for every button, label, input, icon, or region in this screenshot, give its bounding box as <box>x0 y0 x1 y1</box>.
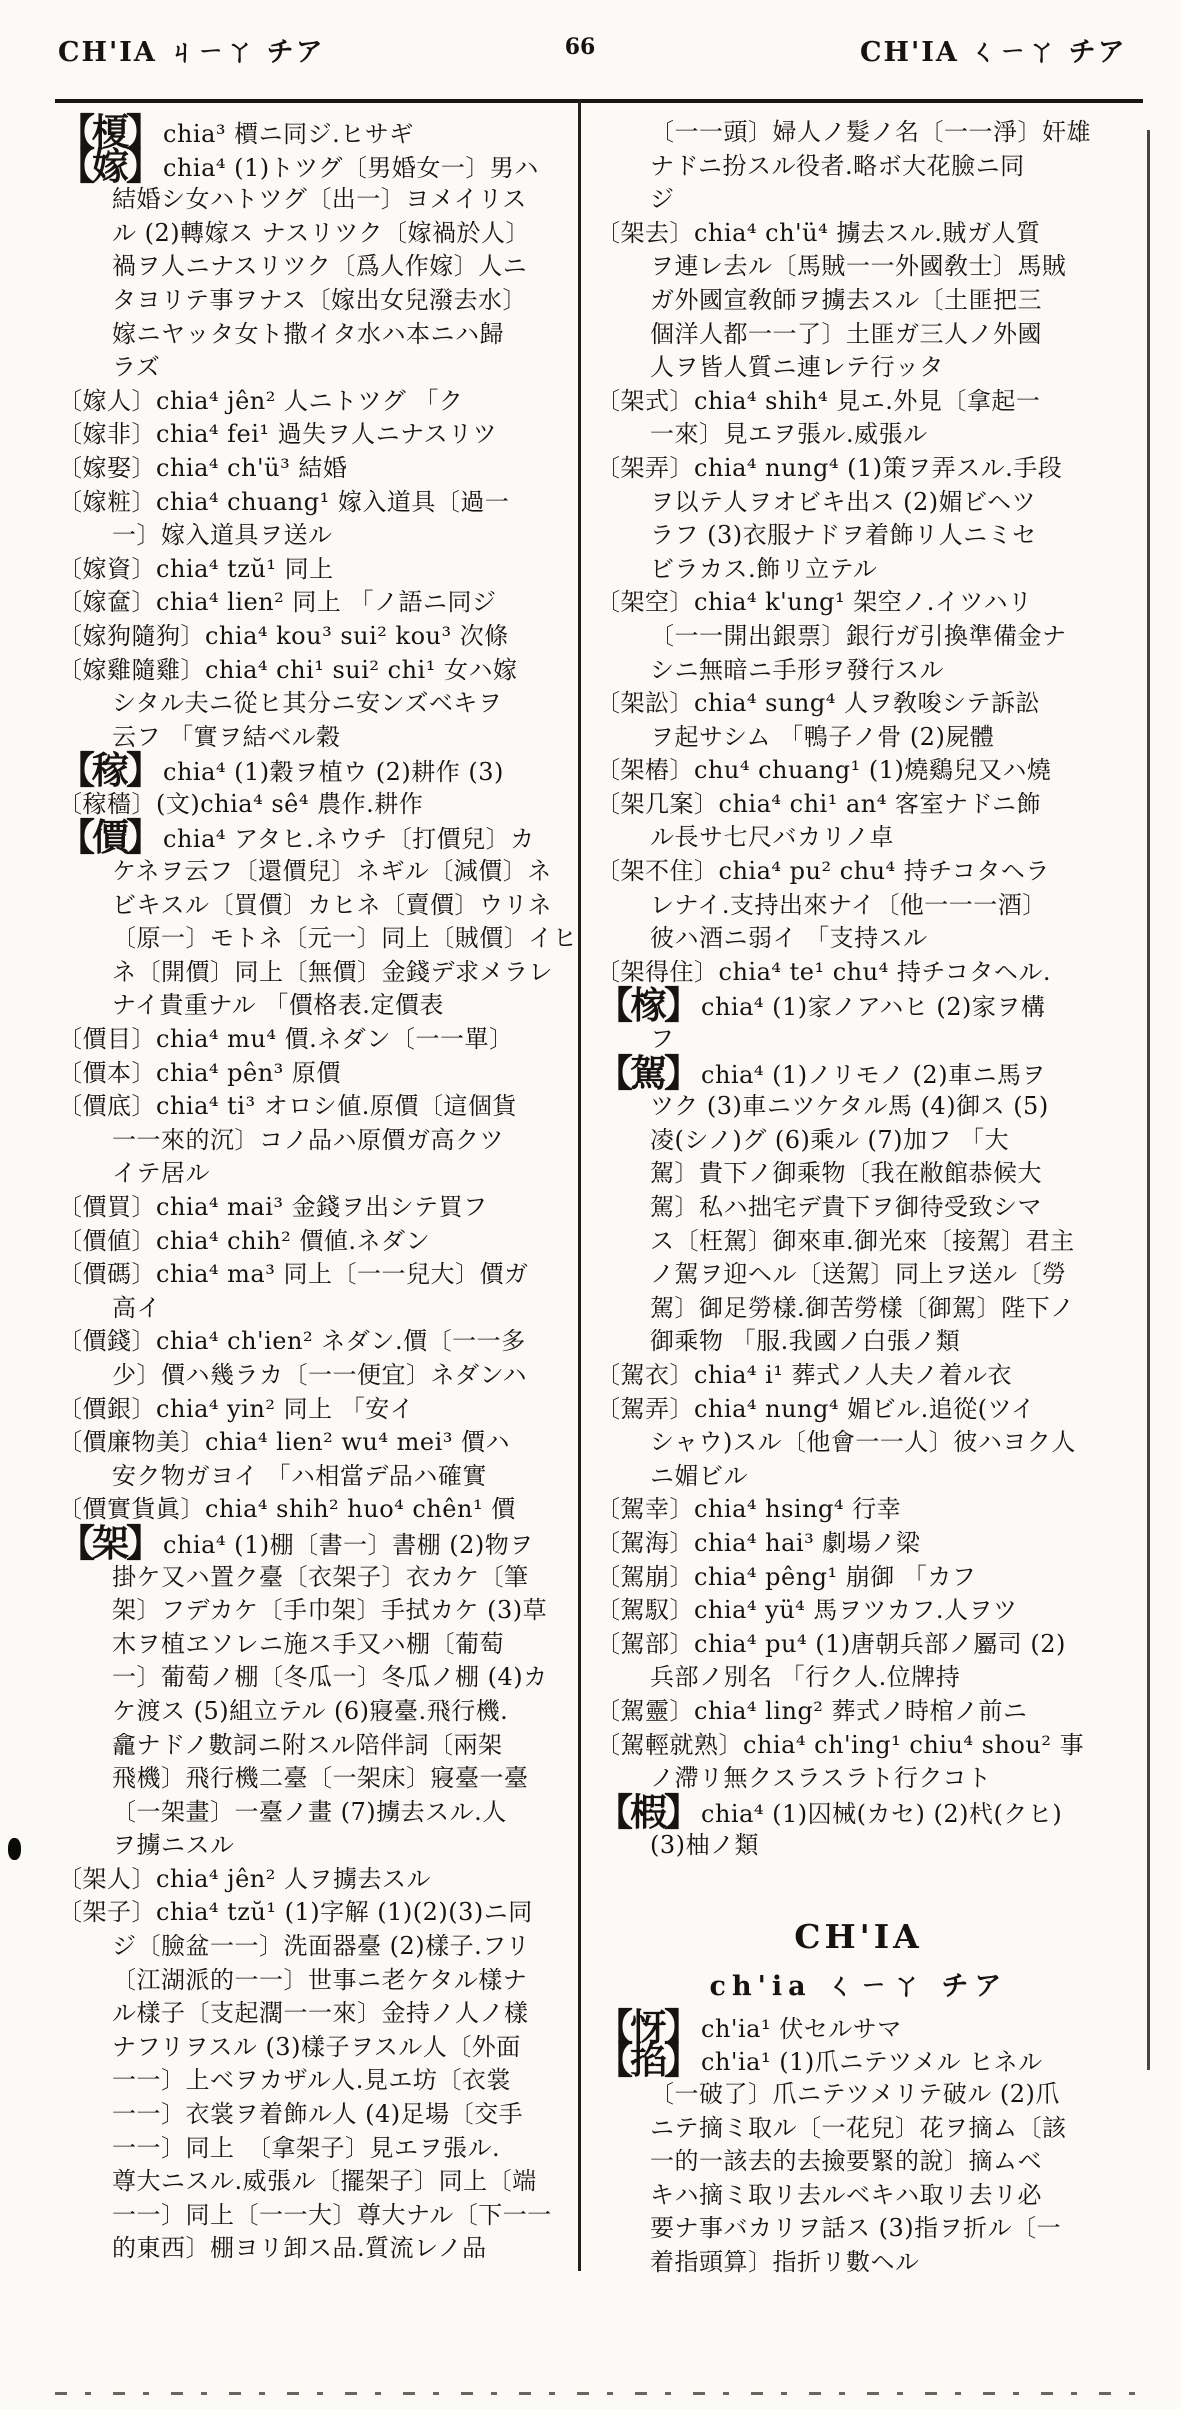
dict-text-line: ケネヲ云フ〔還價兒〕ネギル〔減價〕ネ <box>112 857 552 886</box>
dict-text-line: 〔架得住〕chia⁴ te¹ chu⁴ 持チコタヘル. <box>596 957 1052 986</box>
dict-text-line: 禍ヲ人ニナスリツク〔爲人作嫁〕人ニ <box>112 252 528 281</box>
dict-text-line: 〔駕崩〕chia⁴ pêng¹ 崩御 「カフ <box>596 1562 977 1591</box>
dict-text-line: ケ渡ス (5)組立テル (6)寢臺.飛行機. <box>112 1696 509 1725</box>
dict-text-line: 〔駕馭〕chia⁴ yü⁴ 馬ヲツカフ.人ヲツ <box>596 1596 1018 1625</box>
dict-text-line: 〔價値〕chia⁴ chih² 價値.ネダン <box>58 1226 431 1255</box>
dict-text-line: 〔架人〕chia⁴ jên² 人ヲ擄去スル <box>58 1864 431 1893</box>
dict-text-line: 一來〕見エヲ張ル.威張ル <box>650 420 928 449</box>
dict-text-line: 架〕フデカケ〔手巾架〕手拭カケ (3)草 <box>112 1596 548 1625</box>
dict-text-line: 〔駕部〕chia⁴ pu⁴ (1)唐朝兵部ノ屬司 (2) <box>596 1629 1066 1658</box>
dict-text-line: 個洋人都一一了〕土匪ガ三人ノ外國 <box>650 319 1042 348</box>
dict-text-line: ス〔枉駕〕御來車.御光來〔接駕〕君主 <box>650 1226 1075 1255</box>
dict-text-line: 〔嫁狗隨狗〕chia⁴ kou³ sui² kou³ 次條 <box>58 621 509 650</box>
dict-text-line: 一一〕同上〔一一大〕尊大ナル〔下一一 <box>112 2200 552 2229</box>
dict-text-line: 〔嫁人〕chia⁴ jên² 人ニトツグ 「ク <box>58 386 464 415</box>
entry-headword-line: 【榎】 chia³ 檟ニ同ジ.ヒサギ <box>58 110 414 154</box>
dict-text-line: 一一〕上ベヲカザル人.見エ坊〔衣裳 <box>112 2066 511 2095</box>
dict-text-line: 凌(シノ)グ (6)乘ル (7)加フ 「大 <box>650 1125 1010 1154</box>
dict-text-line: 〔架式〕chia⁴ shih⁴ 見エ.外見〔拿起一 <box>596 386 1041 415</box>
dict-text-line: 〔價底〕chia⁴ ti³ オロシ値.原價〔這個貨 <box>58 1092 517 1121</box>
dict-text-line: 的東西〕棚ヨリ卸ス品.質流レノ品 <box>112 2234 487 2263</box>
headword-char: 【嫁】 <box>58 143 160 188</box>
ink-blot-artifact <box>8 1838 21 1860</box>
dict-text-line: ナイ貴重ナル 「價格表.定價表 <box>112 991 444 1020</box>
dict-text-line: フ <box>650 1025 675 1054</box>
dict-text-line: ネ〔開價〕同上〔無價〕金錢デ求メラレ <box>112 957 553 986</box>
section-heading: ch'ia ㄑㄧㄚ チア <box>709 1970 1008 2002</box>
dict-text-line: 〔駕靈〕chia⁴ ling² 葬式ノ時棺ノ前ニ <box>596 1696 1028 1725</box>
dict-text-line: 〔嫁資〕chia⁴ tzŭ¹ 同上 <box>58 554 334 583</box>
dict-text-line: (3)柚ノ類 <box>650 1831 759 1860</box>
entry-headword-line: 【架】 chia⁴ (1)棚〔書一〕書棚 (2)物ヲ <box>58 1520 534 1565</box>
dict-text-line: 駕〕貴下ノ御乘物〔我在敝館恭候大 <box>650 1159 1042 1188</box>
dict-text-line: 云フ 「實ヲ結ベル穀 <box>112 722 341 751</box>
entry-headword-line: 【稼】 chia⁴ (1)穀ヲ植ウ (2)耕作 (3) <box>58 748 504 793</box>
headword-char: 【椵】 <box>596 1789 698 1834</box>
dict-text-line: 一〕嫁入道具ヲ送ル <box>112 521 333 550</box>
right-edge-rule <box>1147 130 1150 2070</box>
entry-headword-line: 【嫁】 chia⁴ (1)トツグ〔男婚女一〕男ハ <box>58 143 539 188</box>
dict-text-line: 兵部ノ別名 「行ク人.位牌持 <box>650 1663 961 1692</box>
headword-char: 【駕】 <box>596 1050 698 1095</box>
dict-text-line: 嫁ニヤッタ女ト撒イタ水ハ本ニハ歸 <box>112 319 504 348</box>
dict-text-line: ノ滯リ無クスラスラト行クコト <box>650 1764 992 1793</box>
dict-text-line: 彼ハ酒ニ弱イ 「支持スル <box>650 924 928 953</box>
dict-text-line: 〔架弄〕chia⁴ nung⁴ (1)策ヲ弄スル.手段 <box>596 453 1063 482</box>
dict-text-line: 一一來的沉〕コノ品ハ原價ガ高クツ <box>112 1125 504 1154</box>
dict-text-line: 〔嫁非〕chia⁴ fei¹ 過失ヲ人ニナスリツ <box>58 420 498 449</box>
dict-text-line: レナイ.支持出來ナイ〔他一一一酒〕 <box>650 890 1047 919</box>
dict-text-line: 〔價本〕chia⁴ pên³ 原價 <box>58 1058 341 1087</box>
dict-text-line: ビラカス.飾リ立テル <box>650 554 878 583</box>
dict-text-line: ニテ摘ミ取ル〔一花兒〕花ヲ摘ム〔該 <box>650 2113 1067 2142</box>
entry-headword-line: 【駕】 chia⁴ (1)ノリモノ (2)車ニ馬ヲ <box>596 1050 1047 1095</box>
dict-text-line: ヲ連レ去ル〔馬賊一一外國敎士〕馬賊 <box>650 252 1067 281</box>
dict-text-line: 〔駕衣〕chia⁴ i¹ 葬式ノ人夫ノ着ル衣 <box>596 1360 1013 1389</box>
dict-text-line: 〔架不住〕chia⁴ pu² chu⁴ 持チコタヘラ <box>596 857 1050 886</box>
dict-text-line: 〔駕幸〕chia⁴ hsing⁴ 行幸 <box>596 1495 902 1524</box>
dict-text-line: 〔駕弄〕chia⁴ nung⁴ 媚ビル.追從(ツイ <box>596 1394 1036 1423</box>
dict-text-line: 〔原一〕モトネ〔元一〕同上〔賊價〕イヒ <box>112 924 578 953</box>
dict-text-line: 少〕價ハ幾ラカ〔一一便宜〕ネダンハ <box>112 1360 528 1389</box>
dict-text-line: 安ク物ガヨイ 「ハ相當デ品ハ確實 <box>112 1461 487 1490</box>
dict-text-line: 駕〕私ハ拙宅デ貴下ヲ御待受致シマ <box>650 1193 1042 1221</box>
dict-text-line: ノ駕ヲ迎ヘル〔送駕〕同上ヲ送ル〔勞 <box>650 1260 1067 1289</box>
right-column <box>596 116 1121 2280</box>
dict-text-line: 〔價買〕chia⁴ mai³ 金錢ヲ出シテ買フ <box>58 1193 488 1221</box>
dict-text-line: 〔架子〕chia⁴ tzŭ¹ (1)字解 (1)(2)(3)ニ同 <box>58 1898 533 1927</box>
dict-text-line: ル長サ七尺バカリノ卓 <box>650 823 895 852</box>
dict-text-line: イテ居ル <box>112 1159 210 1188</box>
entry-headword-line: 【榢】 chia⁴ (1)家ノアハヒ (2)家ヲ構 <box>596 983 1046 1028</box>
dict-text-line: ジ〔臉盆一一〕洗面器臺 (2)樣子.フリ <box>112 1932 531 1961</box>
dict-text-line: 〔一架畫〕一臺ノ畫 (7)擄去スル.人 <box>112 1797 507 1826</box>
dict-text-line: ヲ起サシム 「鴨子ノ骨 (2)屍體 <box>650 722 995 751</box>
dict-text-line: 一的一該去的去撿要緊的說〕摘ムベ <box>650 2147 1042 2176</box>
dict-text-line: 一一〕同上 〔拿架子〕見エヲ張ル. <box>112 2133 501 2162</box>
dict-text-line: 〔價錢〕chia⁴ ch'ien² ネダン.價〔一一多 <box>58 1327 526 1356</box>
dict-text-line: 〔嫁奩〕chia⁴ lien² 同上 「ノ語ニ同ジ <box>58 588 497 617</box>
dict-text-line: シャウ)スル〔他會一一人〕彼ハヨク人 <box>650 1428 1076 1457</box>
dict-text-line: タヨリテ事ヲナス〔嫁出女兒潑去水〕 <box>112 285 528 314</box>
headword-char: 【架】 <box>58 1520 160 1565</box>
header-left-title: CH'IA ㄐㄧㄚ チア <box>58 37 325 68</box>
dict-text-line: ル (2)轉嫁ス ナスリツク〔嫁禍於人〕 <box>112 218 531 247</box>
dict-text-line: 掛ケ又ハ置ク臺〔衣架子〕衣カケ〔筆 <box>112 1562 529 1591</box>
dict-text-line: 尊大ニスル.威張ル〔擺架子〕同上〔端 <box>112 2167 537 2196</box>
dict-text-line: 〔價碼〕chia⁴ ma³ 同上〔一一兒大〕價ガ <box>58 1260 529 1289</box>
dict-text-line: 〔價目〕chia⁴ mu⁴ 價.ネダン〔一一單〕 <box>58 1025 514 1054</box>
headword-char: 【榢】 <box>596 983 698 1028</box>
dict-text-line: 御乘物 「服.我國ノ白張ノ類 <box>650 1327 961 1356</box>
dict-text-line: 〔一破了〕爪ニテツメリテ破ル (2)爪 <box>650 2080 1060 2109</box>
entry-headword-line: 【掐】 ch'ia¹ (1)爪ニテツメル ヒネル <box>596 2038 1043 2083</box>
dict-text-line: 〔架空〕chia⁴ k'ung¹ 架空ノ.イツハリ <box>596 588 1033 617</box>
dict-text-line: 一〕葡萄ノ棚〔冬瓜一〕冬瓜ノ棚 (4)カ <box>112 1663 548 1692</box>
left-column <box>58 110 583 2266</box>
entry-headword-line: 【價】 chia⁴ アタヒ.ネウチ〔打價兒〕カ <box>58 815 535 860</box>
dict-text-line: 〔嫁娶〕chia⁴ ch'ü³ 結婚 <box>58 453 348 482</box>
dict-text-line: 〔嫁粧〕chia⁴ chuang¹ 嫁入道具〔過一 <box>58 487 510 516</box>
dict-text-line: ニ媚ビル <box>650 1461 748 1490</box>
dict-text-line: 駕〕御足勞樣.御苦勞樣〔御駕〕陛下ノ <box>650 1293 1075 1322</box>
dict-text-line: 人ヲ皆人質ニ連レテ行ッタ <box>650 353 944 382</box>
dict-text-line: シタル夫ニ從ヒ其分ニ安ンズベキヲ <box>112 689 503 718</box>
entry-headword-line: 【椵】 chia⁴ (1)囚械(カセ) (2)杙(クヒ) <box>596 1789 1063 1834</box>
headword-char: 【價】 <box>58 815 160 860</box>
dict-text-line: 着指頭算〕指折リ數ヘル <box>650 2248 920 2277</box>
header-right-title: CH'IA ㄑㄧㄚ チア <box>860 37 1127 68</box>
dict-text-line: 要ナ事バカリヲ話ス (3)指ヲ折ル〔一 <box>650 2214 1062 2243</box>
page-bottom-scan-artifact <box>55 2392 1155 2395</box>
dict-text-line: 〔架几案〕chia⁴ chi¹ an⁴ 客室ナドニ飾 <box>596 789 1042 818</box>
dict-text-line: 結婚シ女ハトツグ〔出一〕ヨメイリス <box>112 185 527 214</box>
headword-char: 【㤉】 <box>596 2004 698 2049</box>
headword-char: 【稼】 <box>58 748 160 793</box>
headword-char: 【榎】 <box>58 110 160 154</box>
dict-text-line: 一一〕衣裳ヲ着飾ル人 (4)足場〔交手 <box>112 2100 524 2129</box>
headword-char: 【掐】 <box>596 2038 698 2083</box>
dict-text-line: ナドニ扮スル役者.略ボ大花臉ニ同 <box>650 151 1025 180</box>
dict-text-line: ル樣子〔支起濶一一來〕金持ノ人ノ樣 <box>112 1999 529 2028</box>
dict-text-line: 〔架樁〕chu⁴ chuang¹ (1)燒鷄兒又ハ燒 <box>596 756 1052 785</box>
section-heading: CH'IA <box>794 1916 923 1956</box>
dict-text-line: 龕ナドノ數詞ニ附スル陪伴詞〔兩架 <box>112 1730 503 1759</box>
dict-text-line: 〔稼穡〕(文)chia⁴ sê⁴ 農作.耕作 <box>58 789 424 818</box>
dict-text-line: ヲ以テ人ヲオビキ出ス (2)媚ビヘツ <box>650 487 1037 516</box>
dict-text-line: キハ摘ミ取リ去ルベキハ取リ去リ必 <box>650 2180 1042 2209</box>
dict-text-line: 〔江湖派的一一〕世事ニ老ケタル樣ナ <box>112 1965 528 1994</box>
dict-text-line: 〔一一頭〕婦人ノ髮ノ名〔一一淨〕奸雄 <box>650 118 1091 146</box>
dict-text-line: ヲ擄ニスル <box>112 1831 235 1860</box>
blank-gap <box>596 1863 1121 1905</box>
dict-text-line: ガ外國宣敎師ヲ擄去スル〔土匪把三 <box>650 285 1042 314</box>
dict-text-line: ツク (3)車ニツケタル馬 (4)御ス (5) <box>650 1092 1049 1121</box>
header-rule <box>55 99 1143 103</box>
dict-text-line: 〔架去〕chia⁴ ch'ü⁴ 擄去スル.賊ガ人質 <box>596 218 1041 247</box>
dict-text-line: ナフリヲスル (3)樣子ヲスル人〔外面 <box>112 2032 521 2061</box>
dict-text-line: 木ヲ植ヱソレニ施ス手又ハ棚〔葡萄 <box>112 1629 504 1658</box>
dict-text-line: 高イ <box>112 1293 161 1322</box>
dict-text-line: ラズ <box>112 353 161 382</box>
dict-text-line: ビキスル〔買價〕カヒネ〔賣價〕ウリネ <box>112 890 553 919</box>
dict-text-line: 〔架訟〕chia⁴ sung⁴ 人ヲ敎唆シテ訴訟 <box>596 689 1040 718</box>
dict-text-line: シニ無暗ニ手形ヲ發行スル <box>650 655 944 684</box>
dict-text-line: 〔價廉物美〕chia⁴ lien² wu⁴ mei³ 價ハ <box>58 1428 511 1457</box>
page-number: 66 <box>564 34 596 60</box>
dict-text-line: 〔駕輕就熟〕chia⁴ ch'ing¹ chiu⁴ shou² 事 <box>596 1730 1085 1759</box>
dict-text-line: 〔嫁雞隨雞〕chia⁴ chi¹ sui² chi¹ 女ハ嫁 <box>58 655 518 684</box>
dict-text-line: 飛機〕飛行機二臺〔一架床〕寢臺一臺 <box>112 1764 529 1793</box>
dict-text-line: 〔駕海〕chia⁴ hai³ 劇場ノ梁 <box>596 1528 921 1557</box>
dict-text-line: 〔一一開出銀票〕銀行ガ引換準備金ナ <box>650 621 1067 650</box>
dict-text-line: 〔價銀〕chia⁴ yin² 同上 「安イ <box>58 1394 415 1423</box>
dict-text-line: ジ <box>650 185 675 214</box>
dict-text-line: 〔價實貨眞〕chia⁴ shih² huo⁴ chên¹ 價 <box>58 1495 516 1524</box>
dict-text-line: ラフ (3)衣服ナドヲ着飾リ人ニミセ <box>650 521 1037 550</box>
entry-headword-line: 【㤉】 ch'ia¹ 伏セルサマ <box>596 2004 902 2049</box>
